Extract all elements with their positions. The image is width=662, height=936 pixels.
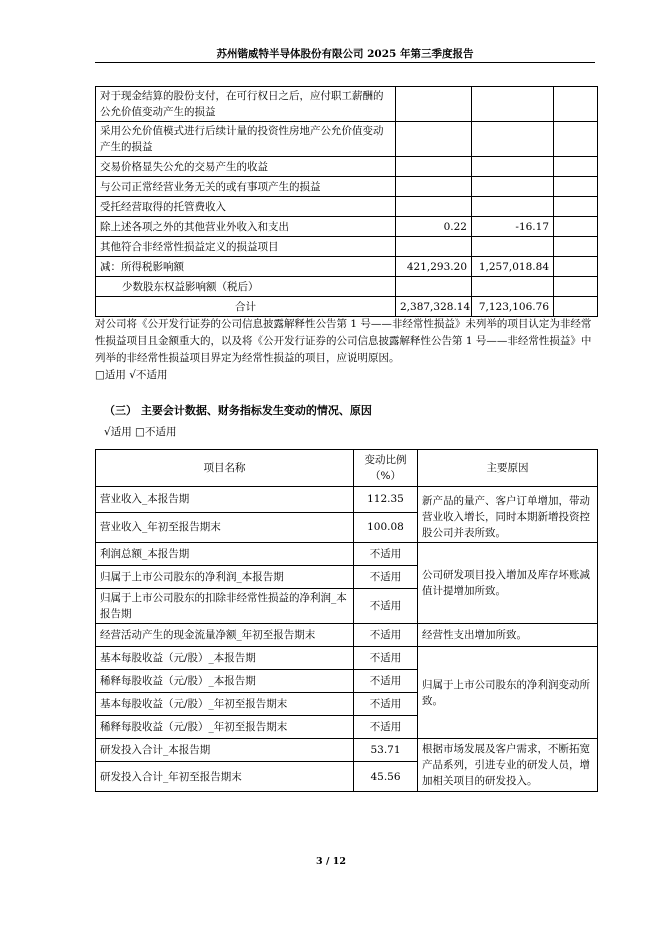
section-applicability: √适用 □不适用 xyxy=(104,426,177,438)
item-cell: 研发投入合计_年初至报告期末 xyxy=(96,762,354,792)
note-cell xyxy=(554,122,598,157)
reason-cell: 归属于上市公司股东的净利润变动所致。 xyxy=(418,647,598,739)
ratio-cell: 45.56 xyxy=(354,762,418,792)
item-cell: 对于现金结算的股份支付，在可行权日之后，应付职工薪酬的公允价值变动产生的损益 xyxy=(96,87,396,122)
ratio-cell: 53.71 xyxy=(354,739,418,762)
ytd-cell xyxy=(472,122,554,157)
page-number: 3 / 12 xyxy=(316,856,346,867)
ratio-cell: 不适用 xyxy=(354,716,418,739)
explanation-text: 对公司将《公开发行证券的公司信息披露解释性公告第 1 号——非经常性损益》未列举的项目认定为非经常性损益项目且金额重大的，以及将《公开发行证券的公司信息披露解释性公告第 1 号——非经常性损益》中列举的非经常性损益项目界定为经常性损益的项目，应说明原因。 xyxy=(95,318,592,364)
item-cell: 稀释每股收益（元/股）_年初至报告期末 xyxy=(96,716,354,739)
ytd-cell: -16.17 xyxy=(472,217,554,237)
item-cell: 少数股东权益影响额（税后） xyxy=(96,277,396,297)
table-row xyxy=(96,487,598,513)
item-cell: 营业收入_年初至报告期末 xyxy=(96,512,354,542)
note-cell xyxy=(554,297,598,317)
table-row xyxy=(96,197,598,217)
ytd-cell: 1,257,018.84 xyxy=(472,257,554,277)
note-cell xyxy=(554,87,598,122)
current-cell: 2,387,328.14 xyxy=(396,297,472,317)
table-row xyxy=(96,217,598,237)
item-cell: 除上述各项之外的其他营业外收入和支出 xyxy=(96,217,396,237)
note-cell xyxy=(554,277,598,297)
table-row xyxy=(96,157,598,177)
reason-cell: 公司研发项目投入增加及库存坏账减值计提增加所致。 xyxy=(418,543,598,624)
table-row xyxy=(96,177,598,197)
item-cell: 基本每股收益（元/股）_本报告期 xyxy=(96,647,354,670)
table-row xyxy=(96,122,598,157)
item-cell: 归属于上市公司股东的扣除非经常性损益的净利润_本报告期 xyxy=(96,589,354,624)
ratio-cell: 不适用 xyxy=(354,693,418,716)
current-cell xyxy=(396,157,472,177)
ratio-cell: 不适用 xyxy=(354,647,418,670)
current-cell xyxy=(396,237,472,257)
current-cell xyxy=(396,87,472,122)
item-cell: 受托经营取得的托管费收入 xyxy=(96,197,396,217)
table-row xyxy=(96,257,598,277)
item-cell: 合计 xyxy=(96,297,396,317)
item-cell: 与公司正常经营业务无关的或有事项产生的损益 xyxy=(96,177,396,197)
ytd-cell xyxy=(472,237,554,257)
current-cell: 421,293.20 xyxy=(396,257,472,277)
item-cell: 稀释每股收益（元/股）_本报告期 xyxy=(96,670,354,693)
ratio-cell: 不适用 xyxy=(354,589,418,624)
table-row-total xyxy=(96,297,598,317)
current-cell: 0.22 xyxy=(396,217,472,237)
table-row xyxy=(96,624,598,647)
header-divider xyxy=(95,62,595,63)
report-header: 苏州锴威特半导体股份有限公司 2025 年第三季度报告 xyxy=(216,48,474,60)
ratio-cell: 不适用 xyxy=(354,670,418,693)
reason-cell: 新产品的量产、客户订单增加，带动营业收入增长，同时本期新增投资控股公司并表所致。 xyxy=(418,487,598,543)
current-cell xyxy=(396,197,472,217)
ytd-cell xyxy=(472,177,554,197)
item-cell: 经营活动产生的现金流量净额_年初至报告期末 xyxy=(96,624,354,647)
explanation-paragraph xyxy=(95,316,595,384)
item-cell: 减：所得税影响额 xyxy=(96,257,396,277)
item-cell: 基本每股收益（元/股）_年初至报告期末 xyxy=(96,693,354,716)
table-row xyxy=(96,237,598,257)
header-reason: 主要原因 xyxy=(418,450,598,487)
item-cell: 采用公允价值模式进行后续计量的投资性房地产公允价值变动产生的损益 xyxy=(96,122,396,157)
item-cell: 利润总额_本报告期 xyxy=(96,543,354,566)
table-row xyxy=(96,739,598,762)
ratio-cell: 112.35 xyxy=(354,487,418,513)
note-cell xyxy=(554,217,598,237)
note-cell xyxy=(554,237,598,257)
section-title: （三） 主要会计数据、财务指标发生变动的情况、原因 xyxy=(104,404,372,417)
ratio-cell: 不适用 xyxy=(354,543,418,566)
reason-cell: 根据市场发展及客户需求，不断拓宽产品系列，引进专业的研发人员，增加相关项目的研发投入。 xyxy=(418,739,598,792)
ratio-cell: 不适用 xyxy=(354,566,418,589)
table-header-row xyxy=(96,450,598,487)
ytd-cell xyxy=(472,197,554,217)
item-cell: 营业收入_本报告期 xyxy=(96,487,354,513)
note-cell xyxy=(554,197,598,217)
ytd-cell: 7,123,106.76 xyxy=(472,297,554,317)
ratio-cell: 不适用 xyxy=(354,624,418,647)
item-cell: 其他符合非经常性损益定义的损益项目 xyxy=(96,237,396,257)
item-cell: 归属于上市公司股东的净利润_本报告期 xyxy=(96,566,354,589)
note-cell xyxy=(554,157,598,177)
non-recurring-items-table xyxy=(95,86,598,317)
header-ratio: 变动比例（%） xyxy=(354,450,418,487)
indicator-change-table xyxy=(95,449,598,792)
note-cell xyxy=(554,257,598,277)
table-row xyxy=(96,647,598,670)
current-cell xyxy=(396,177,472,197)
header-item: 项目名称 xyxy=(96,450,354,487)
ytd-cell xyxy=(472,87,554,122)
reason-cell: 经营性支出增加所致。 xyxy=(418,624,598,647)
note-cell xyxy=(554,177,598,197)
ytd-cell xyxy=(472,277,554,297)
table-row xyxy=(96,277,598,297)
current-cell xyxy=(396,122,472,157)
item-cell: 研发投入合计_本报告期 xyxy=(96,739,354,762)
ytd-cell xyxy=(472,157,554,177)
item-cell: 交易价格显失公允的交易产生的收益 xyxy=(96,157,396,177)
table-row xyxy=(96,543,598,566)
table-row xyxy=(96,87,598,122)
ratio-cell: 100.08 xyxy=(354,512,418,542)
applicability-options: □适用 √不适用 xyxy=(95,369,168,381)
current-cell xyxy=(396,277,472,297)
